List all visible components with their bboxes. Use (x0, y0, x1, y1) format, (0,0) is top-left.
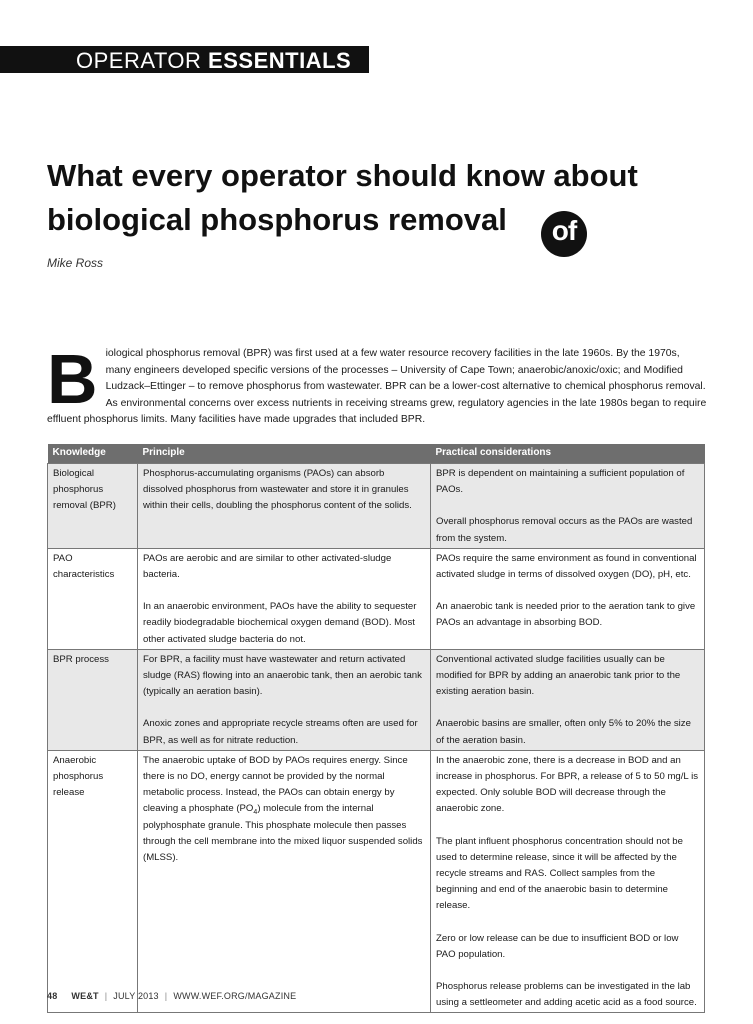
operator-focus-logo: of (541, 211, 587, 257)
footer-separator: | (164, 991, 168, 1001)
cell-paragraph: Conventional activated sludge facilities usually can be modified for BPR by adding an anaerobic tank prior to the existing aeration basin. (436, 653, 681, 698)
cell-paragraph: An anaerobic tank is needed prior to the aeration tank to give PAOs an advantage in absorbing BOD. (436, 601, 696, 629)
section-label (76, 49, 351, 73)
cell-knowledge: BPR process (48, 649, 138, 750)
cell-paragraph: Anaerobic basins are smaller, often only 5% to 20% the size of the aeration basin. (436, 718, 691, 746)
column-header-principle: Principle (138, 444, 431, 464)
cell-paragraph: Overall phosphorus removal occurs as the PAOs are wasted from the system. (436, 516, 693, 544)
drop-cap: B (47, 340, 98, 418)
cell-principle (138, 649, 431, 750)
article-author: Mike Ross (47, 256, 104, 270)
cell-practical (431, 548, 705, 649)
magazine-name: WE&T (71, 991, 99, 1001)
cell-practical (431, 750, 705, 1013)
table-row (48, 464, 705, 549)
cell-paragraph: PAOs require the same environment as found in conventional activated sludge in terms of dissolved oxygen (DO), pH, etc. (436, 552, 697, 581)
section-label-light: OPERATOR (76, 48, 209, 73)
cell-principle (138, 750, 431, 1013)
knowledge-table (47, 444, 705, 1013)
cell-paragraph: For BPR, a facility must have wastewater and return activated sludge (RAS) flowing into an anaerobic tank, then an aerobic tank (typically an aeration basin). (143, 653, 422, 698)
page-footer (47, 991, 296, 1001)
article-title: What every operator should know about biological phosphorus removal (47, 158, 638, 237)
subscript: 4 (253, 809, 258, 817)
cell-paragraph: Anoxic zones and appropriate recycle streams often are used for BPR, as well as for nitrate reduction. (143, 718, 418, 746)
table-row (48, 649, 705, 750)
footer-separator: | (104, 991, 108, 1001)
cell-paragraph: PAOs are aerobic and are similar to other activated-sludge bacteria. (143, 552, 392, 581)
cell-paragraph: Zero or low release can be due to insufficient BOD or low PAO population. (436, 932, 679, 960)
table-header-row (48, 444, 705, 464)
column-header-knowledge: Knowledge (48, 444, 138, 464)
section-label-bold: ESSENTIALS (208, 48, 352, 73)
intro-text: iological phosphorus removal (BPR) was first used at a few water resource recovery facilities in the late 1960s. By the 1970s, many engineers developed specific versions of the processes – University of Cape Town; anaerobic/anoxic/oxic; and Modified Ludzack–Ettinger – to remove phosphorus from wastewater. BPR can be a lower-cost alternative to chemical phosphorus removal. As environmental concerns over excess nutrients in receiving streams grew, regulatory agencies in the late 1980s began to require effluent phosphorus limits. Many facilities have made upgrades that included BPR. (47, 348, 707, 425)
issue-date: JULY 2013 (113, 991, 159, 1001)
intro-paragraph (47, 340, 707, 429)
cell-paragraph: The plant influent phosphorus concentration should not be used to determine release, since it will be affected by the recycle streams and RAS. Collect samples from the beginning and end of the anaerobic basin to determine release. (436, 835, 683, 912)
cell-principle (138, 548, 431, 649)
cell-knowledge: PAO characteristics (48, 548, 138, 649)
cell-paragraph (143, 753, 425, 866)
table-row (48, 750, 705, 1013)
principle-text-part: ) molecule from the internal polyphosphate granule. This phosphate molecule then passes through the cell membrane into the mixed liquor suspended solids (MLSS). (143, 803, 423, 864)
magazine-url: WWW.WEF.ORG/MAGAZINE (173, 991, 297, 1001)
cell-paragraph: BPR is dependent on maintaining a sufficient population of PAOs. (436, 468, 685, 496)
cell-practical (431, 464, 705, 549)
cell-principle (138, 464, 431, 549)
page-number: 48 (47, 991, 58, 1001)
cell-paragraph: Phosphorus-accumulating organisms (PAOs) can absorb dissolved phosphorus from wastewater and store it in granules within their cells, doubling the phosphorus content of the solids. (143, 468, 412, 512)
cell-knowledge: Anaerobic phosphorus release (48, 750, 138, 1013)
cell-knowledge: Biological phosphorus removal (BPR) (48, 464, 138, 549)
cell-practical (431, 649, 705, 750)
cell-paragraph: Phosphorus release problems can be investigated in the lab using a settleometer and adding acetic acid as a food source. (436, 981, 697, 1009)
column-header-practical: Practical considerations (431, 444, 705, 464)
cell-paragraph: In the anaerobic zone, there is a decrease in BOD and an increase in phosphorus. For BPR, a release of 5 to 50 mg/L is expected. Only soluble BOD will decrease through the anaerobic zone. (436, 754, 699, 815)
cell-paragraph: In an anaerobic environment, PAOs have the ability to sequester readily biodegradable biochemical oxygen demand (BOD). Most other activated sludge bacteria do not. (143, 601, 417, 645)
principle-text-part: The anaerobic uptake of BOD by PAOs requires energy. Since there is no DO, energy cannot be provided by the normal metabolic process. Instead, the PAOs can obtain energy by cleaving a phosphate (PO (143, 754, 408, 815)
table-row (48, 548, 705, 649)
